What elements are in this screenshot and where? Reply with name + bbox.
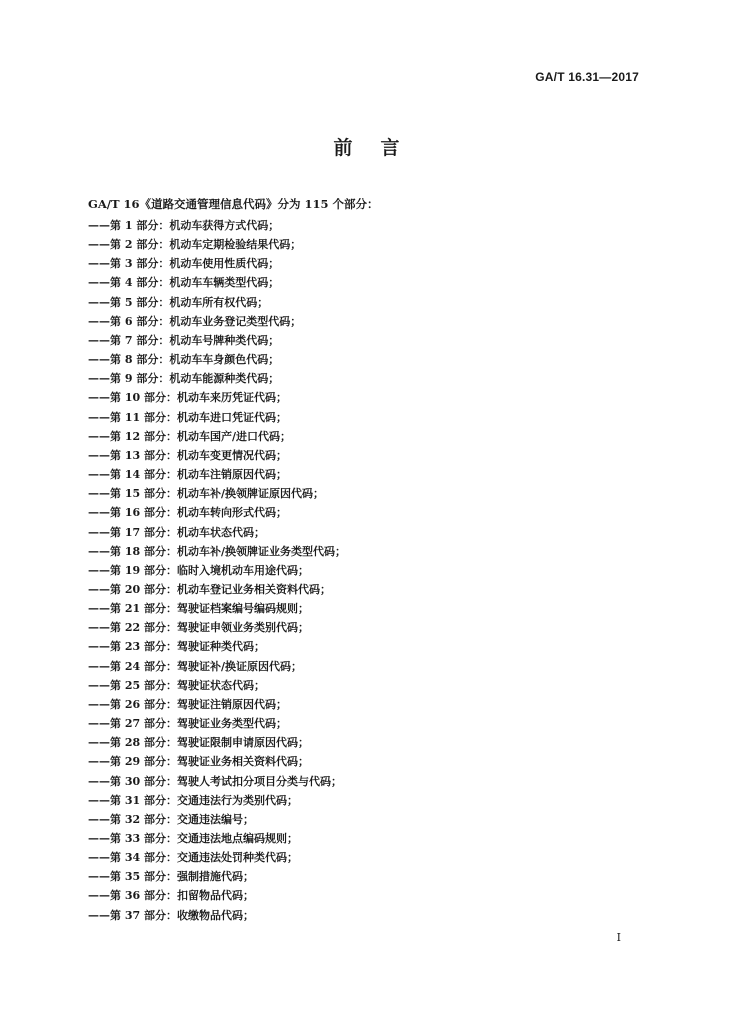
intro-paragraph: GA/T 16《道路交通管理信息代码》分为 115 个部分： bbox=[88, 197, 379, 211]
list-item: ——第 30 部分：驾驶人考试扣分项目分类与代码； bbox=[88, 774, 342, 788]
list-item: ——第 15 部分：机动车补/换领牌证原因代码； bbox=[88, 487, 324, 501]
list-item: ——第 36 部分：扣留物品代码； bbox=[88, 889, 254, 903]
list-item: ——第 4 部分：机动车车辆类型代码； bbox=[88, 276, 280, 290]
list-item: ——第 25 部分：驾驶证状态代码； bbox=[88, 678, 265, 692]
list-item: ——第 29 部分：驾驶证业务相关资料代码； bbox=[88, 755, 309, 769]
list-item: ——第 35 部分：强制措施代码； bbox=[88, 870, 254, 884]
list-item: ——第 37 部分：收缴物品代码； bbox=[88, 908, 254, 922]
list-item: ——第 12 部分：机动车国产/进口代码； bbox=[88, 429, 291, 443]
list-item: ——第 22 部分：驾驶证申领业务类别代码； bbox=[88, 621, 309, 635]
list-item: ——第 6 部分：机动车业务登记类型代码； bbox=[88, 314, 302, 328]
list-item: ——第 24 部分：驾驶证补/换证原因代码； bbox=[88, 659, 302, 673]
list-item: ——第 33 部分：交通违法地点编码规则； bbox=[88, 832, 298, 845]
list-item: ——第 7 部分：机动车号牌种类代码； bbox=[88, 333, 280, 347]
list-item: ——第 28 部分：驾驶证限制申请原因代码； bbox=[88, 736, 309, 750]
standard-code: GA/T 16.31—2017 bbox=[535, 70, 639, 84]
list-item: ——第 32 部分：交通违法编号； bbox=[88, 812, 254, 826]
list-item: ——第 27 部分：驾驶证业务类型代码； bbox=[88, 717, 287, 731]
list-item: ——第 16 部分：机动车转向形式代码； bbox=[88, 506, 287, 520]
list-item: ——第 26 部分：驾驶证注销原因代码； bbox=[88, 697, 287, 711]
page-number: I bbox=[616, 931, 621, 944]
list-item: ——第 3 部分：机动车使用性质代码； bbox=[88, 257, 280, 271]
list-item: ——第 21 部分：驾驶证档案编号编码规则； bbox=[88, 602, 309, 616]
list-item: ——第 20 部分：机动车登记业务相关资料代码； bbox=[88, 582, 331, 596]
list-item: ——第 31 部分：交通违法行为类别代码； bbox=[88, 793, 298, 807]
list-item: ——第 14 部分：机动车注销原因代码； bbox=[88, 468, 287, 482]
list-item: ——第 23 部分：驾驶证种类代码； bbox=[88, 640, 265, 654]
list-item: ——第 8 部分：机动车车身颜色代码； bbox=[88, 353, 280, 367]
list-item: ——第 34 部分：交通违法处罚种类代码； bbox=[88, 851, 298, 865]
list-item: ——第 2 部分：机动车定期检验结果代码； bbox=[88, 238, 302, 252]
list-item: ——第 10 部分：机动车来历凭证代码； bbox=[88, 391, 287, 405]
list-item: ——第 9 部分：机动车能源种类代码； bbox=[88, 372, 280, 386]
parts-list bbox=[88, 216, 648, 925]
list-item: ——第 19 部分：临时入境机动车用途代码； bbox=[88, 563, 309, 577]
list-item: ——第 1 部分：机动车获得方式代码； bbox=[88, 219, 280, 232]
list-item: ——第 17 部分：机动车状态代码； bbox=[88, 525, 265, 539]
list-item: ——第 18 部分：机动车补/换领牌证业务类型代码； bbox=[88, 544, 346, 558]
page-title: 前言 bbox=[333, 137, 428, 159]
list-item: ——第 11 部分：机动车进口凭证代码； bbox=[88, 410, 287, 424]
list-item: ——第 5 部分：机动车所有权代码； bbox=[88, 295, 269, 309]
list-item: ——第 13 部分：机动车变更情况代码； bbox=[88, 448, 287, 462]
